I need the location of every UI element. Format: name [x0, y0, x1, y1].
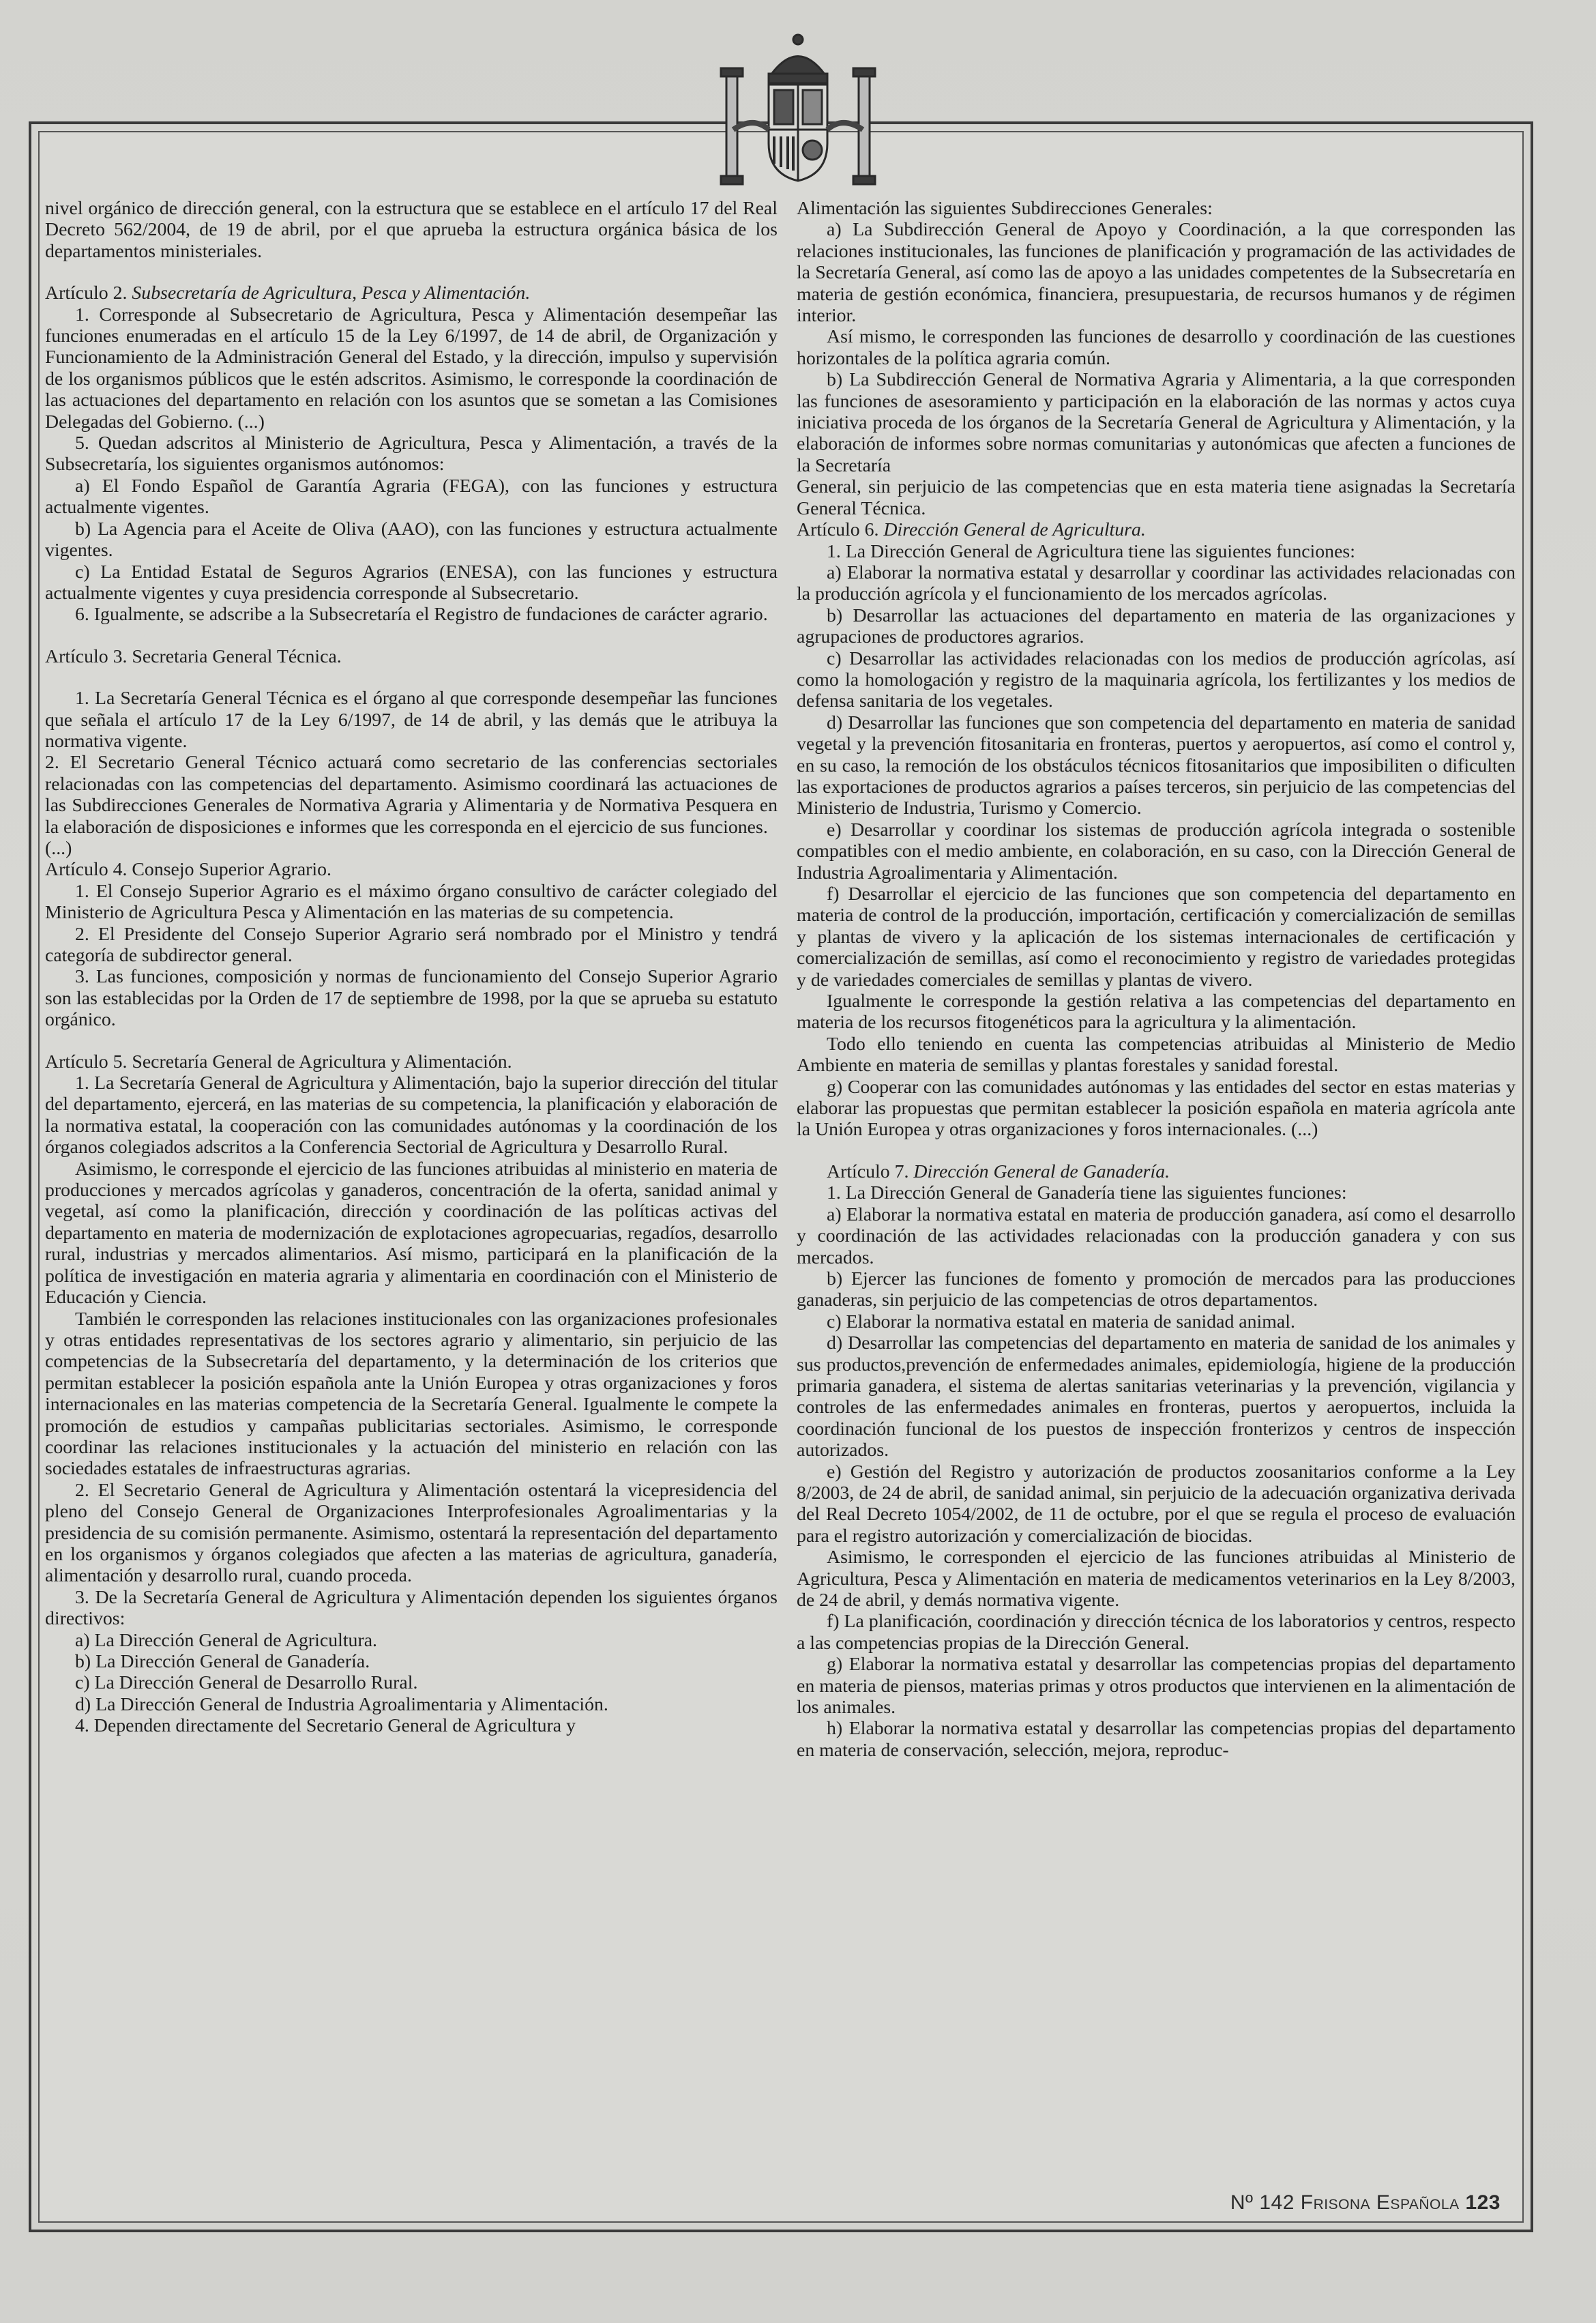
list-item: c) La Entidad Estatal de Seguros Agrarios (ENESA), con las funciones y estructura actualmente vigentes y cuya presidencia corresponde al Subsecretario. — [45, 561, 778, 604]
list-item: d) La Dirección General de Industria Agroalimentaria y Alimentación. — [75, 1693, 608, 1715]
list-item: a) La Subdirección General de Apoyo y Coordinación, a la que corresponden las relaciones institucionales, las funciones de planificación y programación de las actividades de la Secretaría General, así como las de apoyo a las unidades competentes de la Subsecretaría en materia de gestión económica, financiera, presupuestaria, de recursos humanos y de régimen interior. — [797, 219, 1516, 327]
list-item: f) Desarrollar el ejercicio de las funciones que son competencia del departamento en materia de control de la producción, importación, certificación y comercialización de semillas y plantas de vivero y la aplicación de los sistemas internacionales de certificación y comercialización de semillas, así como el reconocimiento y registro de variedades protegidas y de variedades comerciales de semillas y plantas de vivero. — [797, 883, 1516, 991]
paragraph: También le corresponden las relaciones institucionales con las organizaciones profesionales y otras entidades representativas de los sectores agrario y alimentario, sin perjuicio de las competencias de la Subsecretaría del departamento, y la determinación de los criterios que permitan establecer la posición española ante la Unión Europea y otras organizaciones y foros internacionales en las materias competencia de la Secretaría General. Igualmente le compete la promoción de estudios y campañas publicitarias sectoriales. Asimismo, le corresponde coordinar las relaciones institucionales y la actuación del ministerio en relación con las sociedades estatales de infraestructuras agrarias. — [45, 1308, 778, 1480]
article-heading: Artículo 6. Dirección General de Agricultura. — [797, 519, 1146, 541]
paragraph: (...) — [45, 837, 72, 859]
issue-number: Nº 142 — [1230, 2191, 1295, 2214]
list-item: c) Elaborar la normativa estatal en materia de sanidad animal. — [827, 1311, 1295, 1332]
paragraph: 2. El Secretario General Técnico actuará como secretario de las conferencias sectoriales relacionadas con las competencias del departamento. Asimismo coordinará las actuaciones de las Subdirecciones Generales de Normativa Agraria y Alimentaria y de Normativa Pesquera en la elaboración de disposiciones e informes que les corresponda en el ejercicio de sus funciones. — [45, 752, 778, 838]
list-item: e) Gestión del Registro y autorización de productos zoosanitarios conforme a la Ley 8/2003, de 24 de abril, de sanidad animal, sin perjuicio de la adecuación organizativa derivada del Real Decreto 1054/2002, de 11 de octubre, por el que se regula el proceso de evaluación para el registro autorización y comercialización de biocidas. — [797, 1461, 1516, 1547]
list-item: b) Desarrollar las actuaciones del departamento en materia de las organizaciones y agrupaciones de productores agrarios. — [797, 604, 1516, 648]
paragraph: 2. El Presidente del Consejo Superior Agrario será nombrado por el Ministro y tendrá categoría de subdirector general. — [45, 923, 778, 966]
list-item: a) El Fondo Español de Garantía Agraria (FEGA), con las funciones y estructura actualmente vigentes. — [45, 475, 778, 518]
list-item: f) La planificación, coordinación y dirección técnica de los laboratorios y centros, respecto a las competencias propias de la Dirección General. — [797, 1611, 1516, 1654]
paragraph: 1. El Consejo Superior Agrario es el máximo órgano consultivo de carácter colegiado del Ministerio de Agricultura Pesca y Alimentación en las materias de su competencia. — [45, 880, 778, 924]
paragraph: 1. La Dirección General de Ganadería tiene las siguientes funciones: — [827, 1182, 1347, 1204]
list-item: b) La Dirección General de Ganadería. — [75, 1651, 370, 1672]
article-heading: Artículo 4. Consejo Superior Agrario. — [45, 859, 331, 881]
list-item: b) La Agencia para el Aceite de Oliva (AAO), con las funciones y estructura actualmente vigentes. — [45, 518, 778, 561]
article-heading: Artículo 7. Dirección General de Ganadería. — [827, 1160, 1170, 1182]
paragraph: 2. El Secretario General de Agricultura y Alimentación ostentará la vicepresidencia del pleno del Consejo General de Organizaciones Interprofesionales Agroalimentarias y la presidencia de su comisión permanente. Asimismo, ostentará la representación del departamento en los organismos y órganos colegiados que afecten a las materias de agricultura, ganadería, alimentación y desarrollo rural, cuando proceda. — [45, 1479, 778, 1587]
list-item: b) Ejercer las funciones de fomento y promoción de mercados para las producciones ganaderas, sin perjuicio de las competencias de otros departamentos. — [797, 1268, 1516, 1311]
page-footer — [1230, 2191, 1501, 2215]
list-item: g) Elaborar la normativa estatal y desarrollar las competencias propias del departamento en materia de piensos, materias primas y otros productos que intervienen en la alimentación de los animales. — [797, 1654, 1516, 1719]
list-item: d) Desarrollar las funciones que son competencia del departamento en materia de sanidad vegetal y la prevención fitosanitaria en fronteras, puertos y aeropuertos, así como el control y, en su caso, la remoción de los obstáculos técnicos fitosanitarios que imposibiliten o dificulten las exportaciones de productos agrarios a países terceros, sin perjuicio de las competencias del Ministerio de Industria, Turismo y Comercio. — [797, 712, 1516, 819]
paragraph: 1. Corresponde al Subsecretario de Agricultura, Pesca y Alimentación desempeñar las funciones enumeradas en el artículo 15 de la Ley 6/1997, de 14 de abril, de Organización y Funcionamiento de la Administración General del Estado, y la dirección, impulso y supervisión de los organismos públicos que le estén adscritos. Asimismo, le corresponde la coordinación de las actuaciones del departamento en relación con los asuntos que se sometan a las Comisiones Delegadas del Gobierno. (...) — [45, 304, 778, 433]
paragraph: 1. La Secretaría General de Agricultura y Alimentación, bajo la superior dirección del titular del departamento, ejercerá, en las materias de su competencia, la planificación y elaboración de la normativa estatal, la cooperación con las comunidades autónomas y la coordinación de los órganos colegiados adscritos a la Conferencia Sectorial de Agricultura y Desarrollo Rural. — [45, 1072, 778, 1158]
left-text-column — [45, 198, 778, 2204]
paragraph: 1. La Secretaría General Técnica es el órgano al que corresponde desempeñar las funciones que señala el artículo 17 de la Ley 6/1997, de 14 de abril, y las demás que le atribuya la normativa vigente. — [45, 688, 778, 752]
article-heading: Artículo 5. Secretaría General de Agricultura y Alimentación. — [45, 1051, 512, 1072]
list-item: b) La Subdirección General de Normativa Agraria y Alimentaria, a la que corresponden las funciones de asesoramiento y participación en la elaboración de las normas y actos cuya iniciativa proceda de los órganos de la Secretaría General de Agricultura y Alimentación, y la elaboración de informes sobre normas comunitarias y autonómicas que afecten a funciones de la Secretaría — [797, 369, 1516, 476]
paragraph: nivel orgánico de dirección general, con la estructura que se establece en el artículo 17 del Real Decreto 562/2004, de 19 de abril, por el que aprueba la estructura orgánica básica de los departamentos ministeriales. — [45, 198, 778, 262]
paragraph: Asimismo, le corresponde el ejercicio de las funciones atribuidas al ministerio en materia de producciones y mercados agrícolas y ganaderos, concentración de la oferta, sanidad animal y vegetal, así como la planificación, dirección y coordinación de las políticas activas del departamento en materia de modernización de explotaciones agropecuarias, regadíos, desarrollo rural, industrias y mercados alimentarios. Así mismo, participará en la planificación de la política de investigación en materia agraria y alimentaria en coordinación con el Ministerio de Educación y Ciencia. — [45, 1158, 778, 1309]
right-text-column — [797, 198, 1516, 2204]
paragraph: 4. Dependen directamente del Secretario General de Agricultura y — [75, 1715, 576, 1737]
paragraph: Asimismo, le corresponden el ejercicio de las funciones atribuidas al Ministerio de Agricultura, Pesca y Alimentación en materia de medicamentos veterinarios en la Ley 8/2003, de 24 de abril, y demás normativa vigente. — [797, 1547, 1516, 1611]
list-item: h) Elaborar la normativa estatal y desarrollar las competencias propias del departamento en materia de conservación, selección, mejora, reproduc- — [797, 1718, 1516, 1761]
list-item: e) Desarrollar y coordinar los sistemas de producción agrícola integrada o sostenible compatibles con el medio ambiente, en colaboración, en su caso, con la Dirección General de Industria Agroalimentaria y Alimentación. — [797, 819, 1516, 883]
paragraph: Todo ello teniendo en cuenta las competencias atribuidas al Ministerio de Medio Ambiente en materia de semillas y plantas forestales y sanidad forestal. — [797, 1033, 1516, 1077]
spanish-coat-of-arms-icon — [706, 27, 890, 198]
paragraph: Así mismo, le corresponden las funciones de desarrollo y coordinación de las cuestiones horizontales de la política agraria común. — [797, 326, 1516, 369]
list-item: a) La Dirección General de Agricultura. — [75, 1629, 377, 1651]
list-item: g) Cooperar con las comunidades autónomas y las entidades del sector en estas materias y elaborar las propuestas que permitan establecer la posición española en materia agrícola ante la Unión Europea y otras organizaciones y foros internacionales. (...) — [797, 1076, 1516, 1141]
paragraph: General, sin perjuicio de las competencias que en esta materia tiene asignadas la Secretaría General Técnica. — [797, 476, 1516, 519]
paragraph: 3. Las funciones, composición y normas de funcionamiento del Consejo Superior Agrario son las establecidas por la Orden de 17 de septiembre de 1998, por la que se aprueba su estatuto orgánico. — [45, 966, 778, 1031]
list-item: c) Desarrollar las actividades relacionadas con los medios de producción agrícolas, así como la homologación y registro de la maquinaria agrícola, los fertilizantes y los medios de defensa sanitaria de los vegetales. — [797, 647, 1516, 712]
list-item: c) La Dirección General de Desarrollo Rural. — [75, 1672, 418, 1694]
magazine-name: Frisona Española — [1300, 2191, 1460, 2214]
page-number: 123 — [1465, 2191, 1501, 2214]
paragraph: 1. La Dirección General de Agricultura tiene las siguientes funciones: — [827, 540, 1355, 562]
paragraph: 3. De la Secretaría General de Agricultura y Alimentación dependen los siguientes órganos directivos: — [45, 1586, 778, 1630]
paragraph: 5. Quedan adscritos al Ministerio de Agricultura, Pesca y Alimentación, a través de la Subsecretaría, los siguientes organismos autónomos: — [45, 433, 778, 476]
list-item: a) Elaborar la normativa estatal en materia de producción ganadera, así como el desarrollo y coordinación de las actividades relacionadas con la producción ganadera y con sus mercados. — [797, 1203, 1516, 1268]
list-item: a) Elaborar la normativa estatal y desarrollar y coordinar las actividades relacionadas con la producción agrícola y el funcionamiento de los mercados agrícolas. — [797, 561, 1516, 605]
paragraph: Igualmente le corresponde la gestión relativa a las competencias del departamento en materia de los recursos fitogenéticos para la agricultura y la alimentación. — [797, 991, 1516, 1034]
paragraph: Alimentación las siguientes Subdirecciones Generales: — [797, 198, 1213, 219]
article-heading: Artículo 3. Secretaria General Técnica. — [45, 645, 342, 667]
paragraph: 6. Igualmente, se adscribe a la Subsecretaría el Registro de fundaciones de carácter agrario. — [75, 604, 768, 626]
article-heading: Artículo 2. Subsecretaría de Agricultura, Pesca y Alimentación. — [45, 282, 531, 304]
list-item: d) Desarrollar las competencias del departamento en materia de sanidad de los animales y sus productos,prevención de enfermedades animales, epidemiología, higiene de la producción primaria ganadera, el sistema de alertas sanitarias veterinarias y la prevención, vigilancia y controles de las enfermedades animales en fronteras, puertos y aeropuertos, incluida la coordinación funcional de los puestos de inspección fronterizos y centros de inspección autorizados. — [797, 1332, 1516, 1461]
